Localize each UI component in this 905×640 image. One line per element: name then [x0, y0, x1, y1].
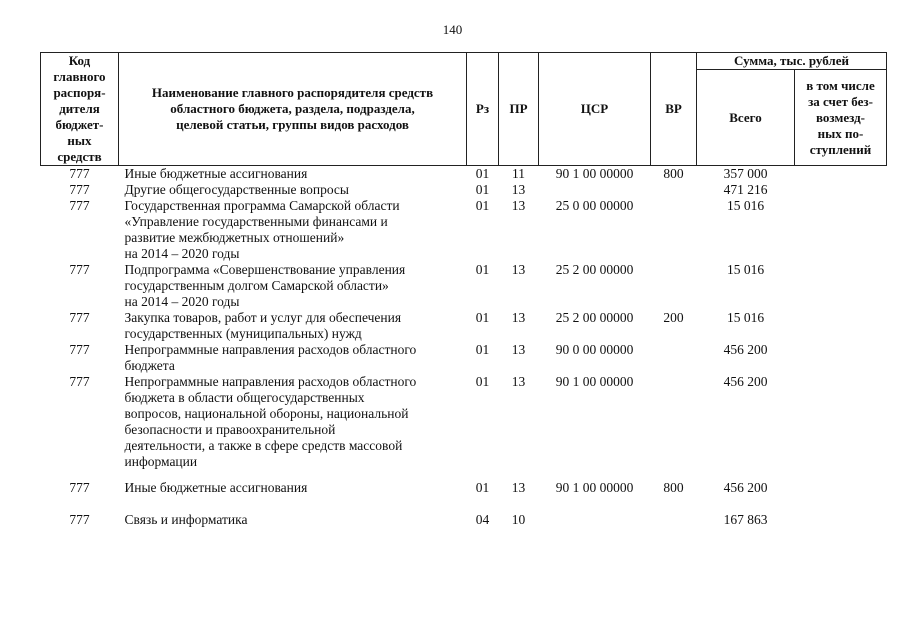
header-pr: ПР [499, 53, 539, 166]
row-pr: 11 [512, 166, 525, 181]
row-name-line: деятельности, а также в сфере средств массовой [124, 438, 403, 453]
row-name-line: на 2014 – 2020 годы [124, 246, 240, 261]
row-free [795, 512, 887, 528]
header-code: Код главного распоря- дителя бюджет- ных средств [41, 53, 119, 166]
row-name-line: Непрограммные направления расходов областного [124, 374, 417, 389]
row-total: 456 200 [723, 374, 768, 389]
row-csr: 90 1 00 00000 [555, 480, 634, 495]
row-name-line: вопросов, национальной обороны, национальной [124, 406, 409, 421]
row-csr [539, 182, 651, 198]
table-row [41, 166, 887, 183]
row-name-line: государственным долгом Самарской области» [124, 278, 389, 293]
row-free [795, 374, 887, 470]
row-name-line: Государственная программа Самарской области [124, 198, 400, 213]
row-free [795, 262, 887, 310]
row-name-line: Иные бюджетные ассигнования [124, 480, 308, 495]
table-row [41, 512, 887, 528]
row-name-line: Связь и информатика [124, 512, 248, 527]
header-free: в том числе за счет без- возмезд- ных по- ступлений [795, 70, 887, 166]
row-csr: 90 0 00 00000 [555, 342, 634, 357]
row-code: 777 [69, 182, 90, 197]
row-free [795, 166, 887, 183]
row-total: 15 016 [726, 310, 765, 325]
row-name [119, 262, 467, 310]
table-row [41, 374, 887, 470]
header-sum: Сумма, тыс. рублей [697, 53, 887, 70]
row-spacer-cell [41, 470, 887, 480]
row-csr: 90 1 00 00000 [555, 374, 634, 389]
row-name-line: государственных (муниципальных) нужд [124, 326, 362, 341]
row-rz: 01 [475, 182, 490, 197]
header-rz: Рз [467, 53, 499, 166]
row-rz: 01 [475, 198, 490, 213]
row-spacer [41, 470, 887, 480]
header-vr: ВР [651, 53, 697, 166]
header-csr: ЦСР [539, 53, 651, 166]
row-total: 456 200 [723, 342, 768, 357]
row-free [795, 480, 887, 496]
table-header [41, 53, 887, 166]
table-row [41, 198, 887, 262]
row-pr: 13 [511, 374, 526, 389]
row-vr: 800 [663, 166, 684, 181]
table-row [41, 310, 887, 342]
row-rz: 01 [475, 480, 490, 495]
row-pr: 13 [511, 342, 526, 357]
table-body [41, 166, 887, 529]
row-vr [651, 374, 697, 470]
table-row [41, 342, 887, 374]
row-name [119, 480, 467, 496]
row-vr [651, 262, 697, 310]
row-name-line: Закупка товаров, работ и услуг для обеспечения [124, 310, 402, 325]
row-name-line: Другие общегосударственные вопросы [124, 182, 349, 197]
row-code: 777 [69, 512, 90, 527]
row-free [795, 342, 887, 374]
row-rz: 01 [475, 166, 490, 181]
row-pr: 13 [511, 262, 526, 277]
row-free [795, 198, 887, 262]
row-csr: 25 2 00 00000 [555, 310, 634, 325]
row-vr: 800 [663, 480, 684, 495]
row-pr: 13 [511, 310, 526, 325]
row-code: 777 [69, 310, 90, 325]
row-free [795, 310, 887, 342]
row-code: 777 [69, 262, 90, 277]
row-total: 357 000 [723, 166, 768, 181]
header-total: Всего [697, 70, 795, 166]
row-name-line: бюджета [124, 358, 175, 373]
row-total: 471 216 [723, 182, 768, 197]
row-code: 777 [69, 480, 90, 495]
row-name [119, 310, 467, 342]
row-name [119, 374, 467, 470]
row-name [119, 198, 467, 262]
row-free [795, 182, 887, 198]
row-name-line: на 2014 – 2020 годы [124, 294, 240, 309]
table-row [41, 182, 887, 198]
row-name-line: бюджета в области общегосударственных [124, 390, 365, 405]
row-vr [651, 342, 697, 374]
row-vr: 200 [663, 310, 684, 325]
row-vr [651, 198, 697, 262]
row-csr: 90 1 00 00000 [555, 166, 634, 181]
row-total: 456 200 [723, 480, 768, 495]
table-row [41, 262, 887, 310]
row-name [119, 512, 467, 528]
row-vr [651, 182, 697, 198]
row-code: 777 [69, 374, 90, 389]
row-name-line: Непрограммные направления расходов областного [124, 342, 417, 357]
row-spacer [41, 496, 887, 512]
table-row [41, 480, 887, 496]
row-rz: 01 [475, 310, 490, 325]
header-name: Наименование главного распорядителя средств областного бюджета, раздела, подраздела, целевой статьи, группы видов расходов [119, 53, 467, 166]
row-spacer-cell [41, 496, 887, 512]
budget-table [40, 52, 887, 528]
row-code: 777 [69, 198, 90, 213]
row-pr: 13 [511, 480, 526, 495]
row-name [119, 182, 467, 198]
row-csr: 25 0 00 00000 [555, 198, 634, 213]
row-name-line: развитие межбюджетных отношений» [124, 230, 345, 245]
row-name [119, 166, 467, 183]
row-rz: 01 [475, 374, 490, 389]
row-name-line: Иные бюджетные ассигнования [124, 166, 308, 181]
row-pr: 13 [511, 182, 526, 197]
row-pr: 10 [511, 512, 526, 527]
row-code: 777 [69, 166, 90, 181]
row-code: 777 [69, 342, 90, 357]
row-pr: 13 [511, 198, 526, 213]
row-rz: 01 [475, 342, 490, 357]
row-name [119, 342, 467, 374]
row-csr: 25 2 00 00000 [555, 262, 634, 277]
row-total: 15 016 [726, 262, 765, 277]
row-rz: 04 [475, 512, 490, 527]
row-name-line: безопасности и правоохранительной [124, 422, 336, 437]
row-rz: 01 [475, 262, 490, 277]
row-vr [651, 512, 697, 528]
row-total: 15 016 [726, 198, 765, 213]
row-csr [539, 512, 651, 528]
row-name-line: Подпрограмма «Совершенствование управления [124, 262, 406, 277]
row-name-line: «Управление государственными финансами и [124, 214, 388, 229]
page-number: 140 [442, 22, 463, 37]
row-total: 167 863 [723, 512, 768, 527]
row-name-line: информации [124, 454, 198, 469]
